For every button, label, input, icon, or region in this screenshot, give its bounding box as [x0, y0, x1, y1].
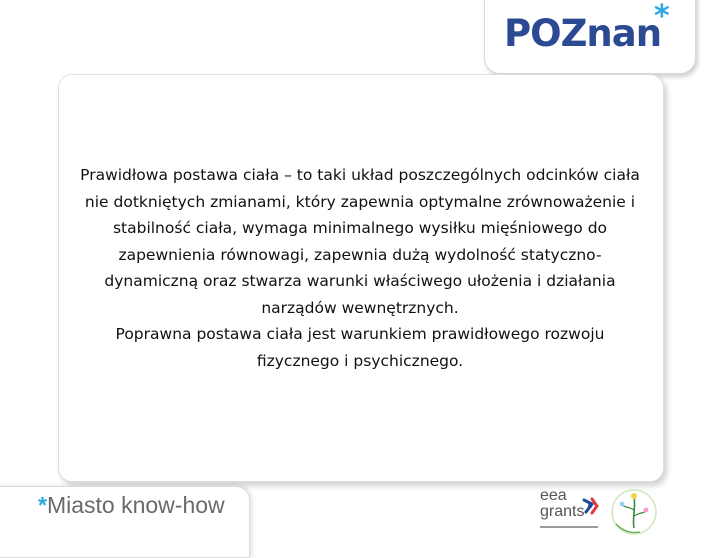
- paragraph-definition: Prawidłowa postawa ciała – to taki układ poszczególnych odcinków ciała nie dotkniętych zmianami, który zapewnia optymalne zrównoważenie i stabilność ciała, wymaga minimalnego wysiłku mięśniowego do zapewnienia równowagi, zapewnia dużą wydolność statyczno-dynamiczną oraz stwarza warunki właściwego ułożenia i działania narządów wewnętrznych.: [80, 166, 640, 317]
- content-text: [78, 162, 642, 374]
- poznan-logo-star-icon: *: [654, 0, 670, 34]
- footer-slogan: [38, 490, 225, 520]
- paragraph-conclusion: Poprawna postawa ciała jest warunkiem prawidłowego rozwoju fizycznego i psychicznego.: [115, 325, 605, 370]
- slogan-text: Miasto know-how: [46, 492, 225, 518]
- grants-text: grants: [540, 503, 585, 520]
- poznan-logo: POZnan: [504, 12, 662, 55]
- slogan-star-icon: *: [38, 492, 47, 518]
- eea-figure-icon: [582, 496, 600, 516]
- eea-underline: [540, 526, 598, 528]
- eea-text: eea: [540, 487, 567, 504]
- nature-emblem-icon: [606, 484, 662, 540]
